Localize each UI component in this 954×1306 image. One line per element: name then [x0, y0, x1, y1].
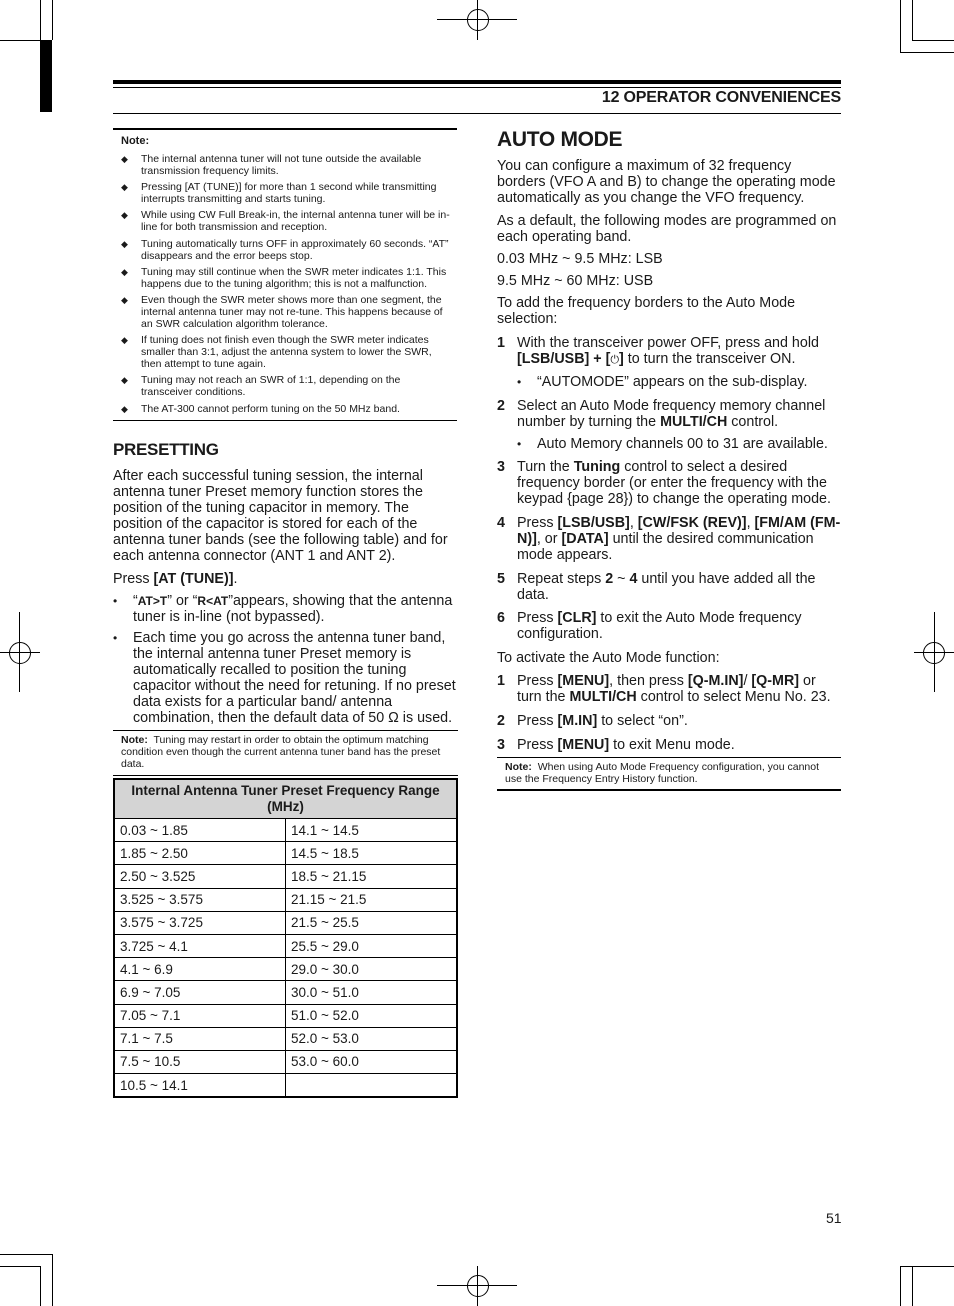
auto-mode-note: Note: When using Auto Mode Frequency configuration, you cannot use the Frequency Entry History function.: [497, 757, 841, 791]
key-label: [AT (TUNE)]: [153, 571, 234, 587]
bullet-mark: •: [113, 631, 118, 645]
bullet-item: • “AUTOMODE” appears on the sub-display.: [517, 374, 808, 390]
presetting-heading: PRESETTING: [113, 440, 219, 459]
note-list: [113, 153, 457, 415]
header-rule: [113, 113, 841, 114]
bullet-mark: •: [517, 437, 522, 451]
header-rule: [113, 87, 841, 88]
activate-step-2: 2 Press [M.IN] to select “on”.: [497, 713, 688, 729]
presetting-note: Note: Tuning may restart in order to obtain the optimum matching condition even though the current antenna tuner band has the preset data.: [113, 730, 458, 776]
add-step-6: 6 Press [CLR] to exit the Auto Mode frequency configuration.: [497, 610, 802, 642]
diamond-bullet-icon: ◆: [121, 182, 128, 193]
preset-frequency-table: [113, 778, 458, 1098]
add-borders-intro: To add the frequency borders to the Auto Mode selection:: [497, 295, 796, 327]
crop-mark: [0, 1254, 52, 1255]
crop-mark: [912, 40, 954, 41]
bullet-item: • Each time you go across the antenna tuner band, the internal antenna tuner Preset memory is automatically recalled to position the tuning capacitor without the need for retuning. If no preset data exists for a particular band/ antenna combination, then the default data of 50 Ω is used.: [113, 630, 456, 726]
lsb-range: 0.03 MHz ~ 9.5 MHz: LSB: [497, 251, 663, 267]
diamond-bullet-icon: ◆: [121, 266, 128, 277]
crop-mark: [0, 1266, 40, 1267]
crop-mark: [40, 1266, 41, 1306]
presetting-section: [113, 468, 458, 776]
note-item: ◆ The AT-300 cannot perform tuning on the 50 MHz band.: [121, 402, 400, 415]
auto-mode-intro: You can configure a maximum of 32 frequency borders (VFO A and B) to change the operating mode automatically as you change the VFO frequency.: [497, 158, 836, 206]
chapter-tab-marker: [40, 40, 52, 112]
table-row: 3.725 ~ 4.1 25.5 ~ 29.0: [114, 934, 457, 957]
bullet-mark: •: [517, 375, 522, 389]
crop-mark: [40, 0, 41, 40]
bullet-item: • “AT>T” or “R<AT”appears, showing that the antenna tuner is in-line (not bypassed).: [113, 593, 453, 625]
table-row: 4.1 ~ 6.9 29.0 ~ 30.0: [114, 958, 457, 981]
tuner-notes-box: [113, 128, 457, 421]
crop-mark: [0, 40, 40, 41]
auto-mode-section: [497, 158, 841, 791]
table-row: 0.03 ~ 1.85 14.1 ~ 14.5: [114, 819, 457, 842]
note-item: ◆ Tuning may not reach an SWR of 1:1, depending on the transceiver conditions.: [121, 374, 401, 399]
add-step-1: 1 With the transceiver power OFF, press and hold [LSB/USB] + [⏻] to turn the transceiver ON.: [497, 335, 819, 367]
registration-mark-top: [437, 0, 517, 42]
chapter-title: 12 OPERATOR CONVENIENCES: [601, 89, 841, 106]
diamond-bullet-icon: ◆: [121, 375, 128, 386]
bullet-item: • Auto Memory channels 00 to 31 are available.: [517, 436, 828, 452]
press-instruction: Press [AT (TUNE)].: [113, 571, 238, 587]
crop-mark: [900, 52, 954, 53]
crop-mark: [912, 0, 913, 40]
note-item: ◆ The internal antenna tuner will not tune outside the available transmission frequency limits.: [121, 153, 422, 177]
note-title: Note:: [121, 135, 150, 147]
activate-step-3: 3 Press [MENU] to exit Menu mode.: [497, 737, 735, 753]
table-row: 3.525 ~ 3.575 21.15 ~ 21.5: [114, 888, 457, 911]
bullet-mark: •: [113, 594, 118, 608]
usb-range: 9.5 MHz ~ 60 MHz: USB: [497, 273, 654, 289]
power-icon: ⏻: [610, 354, 620, 366]
crop-mark: [900, 1266, 901, 1306]
page-number: 51: [826, 1210, 842, 1226]
at-t-display-icon: AT>T: [137, 594, 168, 608]
crop-mark: [900, 0, 901, 52]
presetting-paragraph: After each successful tuning session, the internal antenna tuner Preset memory function stores the position of the tuning capacitor in memory. The position of the capacitor is stored for each of the antenna tuner bands (see the following table) and for each antenna connector (ANT 1 and ANT 2).: [113, 468, 448, 564]
crop-mark: [900, 1266, 954, 1267]
diamond-bullet-icon: ◆: [121, 335, 128, 346]
note-item: ◆ Tuning automatically turns OFF in approximately 60 seconds. “AT” disappears and the error beeps stop.: [121, 237, 449, 262]
crop-mark: [52, 1254, 53, 1306]
note-item: ◆ If tuning does not finish even though the SWR meter indicates smaller than 3:1, adjust the antenna system to lower the SWR, then attempt to tune again.: [121, 334, 432, 371]
registration-mark-right: [914, 612, 954, 692]
diamond-bullet-icon: ◆: [121, 154, 128, 164]
auto-mode-heading: AUTO MODE: [497, 128, 623, 151]
r-at-display-icon: R<AT: [197, 594, 229, 608]
registration-mark-left: [0, 612, 40, 692]
table-header: Internal Antenna Tuner Preset Frequency Range (MHz): [114, 779, 457, 819]
crop-mark: [912, 1266, 913, 1306]
table-row: 7.05 ~ 7.1 51.0 ~ 52.0: [114, 1004, 457, 1027]
activate-intro: To activate the Auto Mode function:: [497, 650, 720, 666]
table-row: 10.5 ~ 14.1: [114, 1074, 457, 1098]
table-row: 3.575 ~ 3.725 21.5 ~ 25.5: [114, 911, 457, 934]
add-step-4: 4 Press [LSB/USB], [CW/FSK (REV)], [FM/AM (FM-N)], or [DATA] until the desired communication mode appears.: [497, 515, 841, 563]
add-step-2: 2 Select an Auto Mode frequency memory channel number by turning the MULTI/CH control.: [497, 398, 826, 430]
table-row: 7.1 ~ 7.5 52.0 ~ 53.0: [114, 1027, 457, 1050]
add-step-5: 5 Repeat steps 2 ~ 4 until you have added all the data.: [497, 571, 816, 603]
diamond-bullet-icon: ◆: [121, 238, 128, 249]
note-item: ◆ Tuning may still continue when the SWR meter indicates 1:1. This happens due to the tuning algorithm; this is not a malfunction.: [121, 265, 447, 290]
table-row: 1.85 ~ 2.50 14.5 ~ 18.5: [114, 842, 457, 865]
registration-mark-bottom: [437, 1266, 517, 1306]
add-step-3: 3 Turn the Tuning control to select a desired frequency border (or enter the frequency with the keypad {page 28}) to change the operating mode.: [497, 459, 831, 507]
auto-mode-default: As a default, the following modes are programmed on each operating band.: [497, 213, 837, 245]
note-item: ◆ While using CW Full Break-in, the internal antenna tuner will be in-line for both transmission and reception.: [121, 209, 450, 234]
table-row: 7.5 ~ 10.5 53.0 ~ 60.0: [114, 1050, 457, 1073]
table-row: 2.50 ~ 3.525 18.5 ~ 21.15: [114, 865, 457, 888]
diamond-bullet-icon: ◆: [121, 294, 128, 305]
activate-step-1: 1 Press [MENU], then press [Q-M.IN]/ [Q-MR] or turn the MULTI/CH control to select Menu No. 23.: [497, 673, 831, 705]
diamond-bullet-icon: ◆: [121, 210, 128, 221]
table-row: 6.9 ~ 7.05 30.0 ~ 51.0: [114, 981, 457, 1004]
note-item: ◆ Even though the SWR meter shows more than one segment, the internal antenna tuner may not re-tune. This happens because of an SWR calculation algorithm tolerance.: [121, 293, 443, 330]
header-rule: [113, 80, 841, 84]
note-item: ◆ Pressing [AT (TUNE)] for more than 1 second while transmitting interrupts transmitting and starts tuning.: [121, 181, 437, 206]
diamond-bullet-icon: ◆: [121, 403, 128, 414]
crop-mark: [52, 0, 53, 40]
